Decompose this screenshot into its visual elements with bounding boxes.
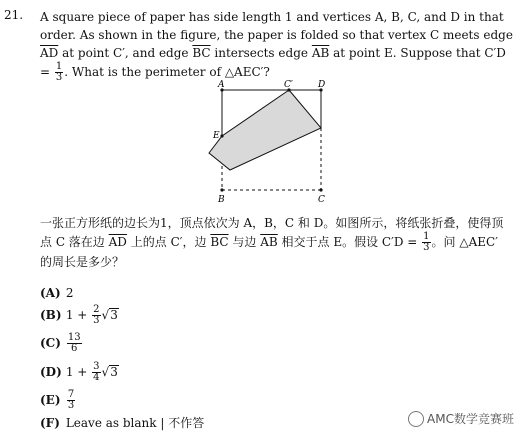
label-e: E <box>213 131 220 141</box>
problem-statement-chinese: 一张正方形纸的边长为1，顶点依次为 A，B，C 和 D。如图所示，将纸张折叠，使得顶点 C 落在边 $\overline{AD}$ 上的点 C′，边 $\overline{BC}$ 与边 $\overline{AB}$ 相交于点 E。假设 C′D = $\frac{1}{3}$ 。问 △AEC′ 的周长是多少？ <box>40 216 504 269</box>
folded-flap <box>209 90 321 170</box>
label-a: A <box>218 80 225 90</box>
problem-statement-english: A square piece of paper has side length 1 and vertices A, B, C, and D in that order. As shown in the figure, the paper is folded so that vertex C meets edge $\overline{AD}$ at point C′, and edge $\overline{BC}$ intersects edge $\overline{AB}$ at point E. Suppose that C′D = $\frac{1}{3}$ . What is the perimeter of △AEC′? <box>40 10 513 83</box>
option-c[interactable]: (C) $\frac{13}{6}$ <box>40 332 81 354</box>
wechat-icon <box>408 411 424 427</box>
option-f[interactable]: (F) Leave as blank | 不作答 <box>40 416 205 430</box>
label-c: C <box>318 195 325 205</box>
label-b: B <box>218 195 225 205</box>
option-e[interactable]: (E) $\frac{7}{3}$ <box>40 389 75 411</box>
problem-number: 21. <box>4 8 24 22</box>
folded-square-figure <box>200 78 340 208</box>
label-c-prime: C′ <box>284 80 293 90</box>
fraction: $\frac{1}{3}$ <box>55 61 63 83</box>
watermark: AMC数学竞赛班 <box>408 410 514 428</box>
option-a[interactable]: (A) 2 <box>40 286 74 300</box>
label-d: D <box>318 80 326 90</box>
option-d[interactable]: (D) 1 + $\frac{3}{4}$ √3 <box>40 361 118 383</box>
fraction: $\frac{1}{3}$ <box>423 231 430 253</box>
option-b[interactable]: (B) 1 + $\frac{2}{3}$ √3 <box>40 304 118 326</box>
